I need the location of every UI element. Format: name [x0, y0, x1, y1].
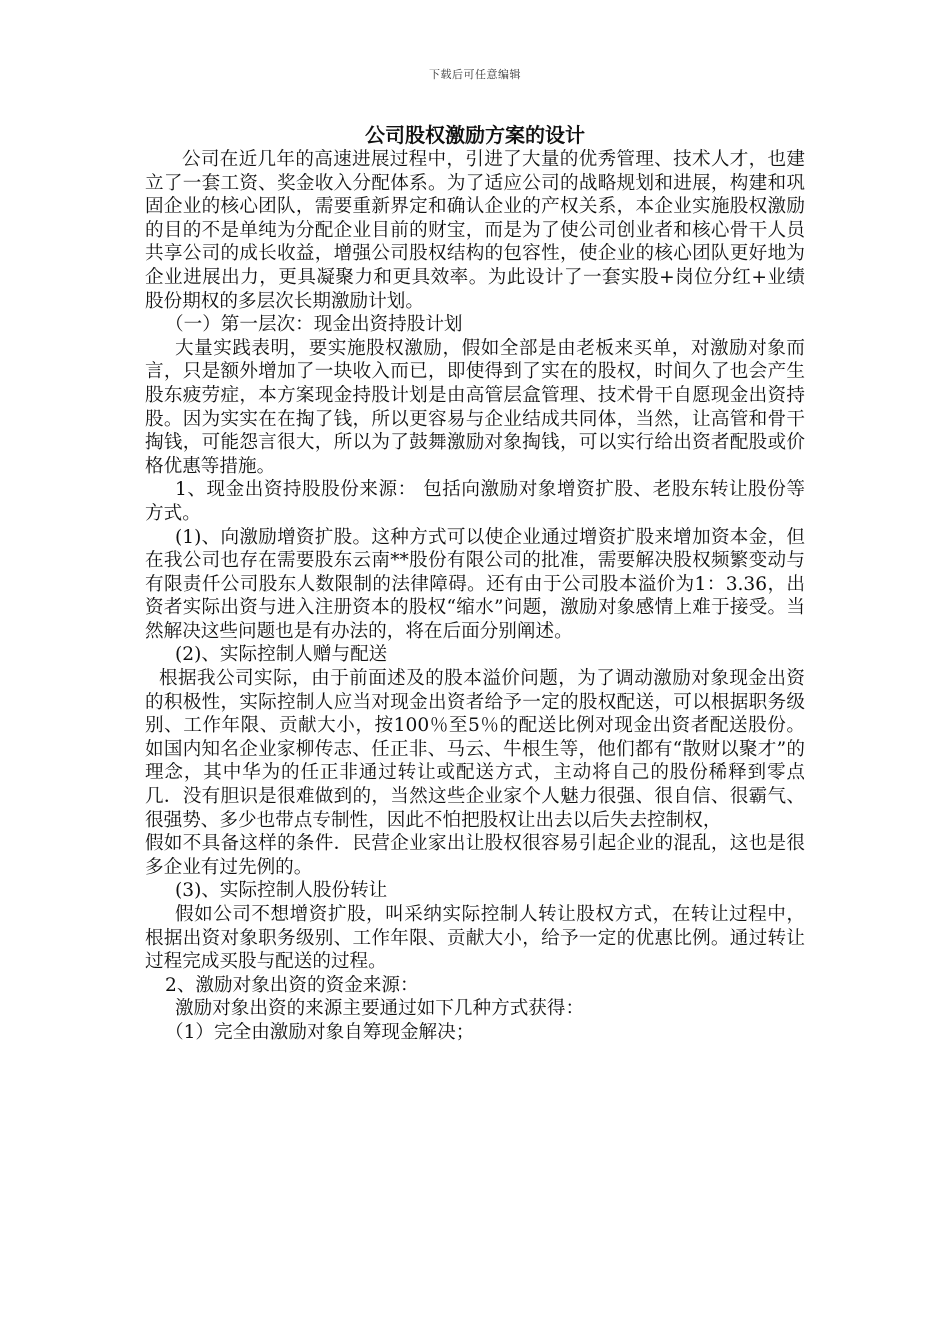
- item2-paragraph: 激励对象出资的来源主要通过如下几种方式获得：: [175, 998, 585, 1020]
- item1-1-paragraph: (1)、向激励增资扩股。这种方式可以使企业通过增资扩股来增加资本金，但在我公司也存在需要股东云南**股份有限公司的批准，需要解决股权频繁变动与有限责仟公司股东人数限制的法律障碍。还有由于公司股本溢价为1：3.36，出资者实际出资与进入注册资本的股权“缩水”问题，激励对象感情上难于接受。当然解决这些问题也是有办法的，将在后面分别阐述。: [145, 526, 805, 642]
- item1-2-heading: (2)、实际控制人赠与配送: [175, 644, 388, 666]
- item1-3-heading: (3)、实际控制人股份转让: [175, 880, 388, 902]
- item1-paragraph: 1、现金出资持股股份来源： 包括向激励对象增资扩股、老股东转让股份等方式。: [145, 479, 805, 524]
- document-body: [145, 122, 805, 1045]
- header-note: 下载后可任意编辑: [429, 68, 521, 81]
- section1-heading: （一）第一层次：现金出资持股计划: [165, 314, 463, 336]
- item2-heading: 2、激励对象出资的资金来源：: [165, 974, 419, 996]
- item1-2-paragraph: 根据我公司实际，由于前面述及的股本溢价问题，为了调动激励对象现金出资的积极性，实际控制人应当对现金出资者给予一定的股权配送，可以根据职务级别、工作年限、贡献大小，按100％至5％的配送比例对现金出资者配送股份。如国内知名企业家柳传志、任正非、马云、牛根生等，他们都有“散财以聚才”的理念，其中华为的任正非通过转让或配送方式，主动将自己的股份稀释到零点几．没有胆识是很难做到的，当然这些企业家个人魅力很强、很自信、很霸气、很强势、多少也带点专制性，因此不怕把股权让出去以后失去控制权，: [145, 668, 805, 831]
- document-title: 公司股权激励方案的设计: [365, 123, 585, 147]
- item1-2-paragraph-continued: 假如不具备这样的条件．民营企业家出让股权很容易引起企业的混乱，这也是很多企业有过先例的。: [145, 833, 805, 878]
- item2-1-paragraph: （1）完全由激励对象自筹现金解决；: [165, 1021, 475, 1043]
- item1-3-paragraph: 假如公司不想增资扩股，叫采纳实际控制人转让股权方式，在转让过程中，根据出资对象职务级别、工作年限、贡献大小，给予一定的优惠比例。通过转让过程完成买股与配送的过程。: [145, 904, 805, 973]
- section1-paragraph: 大量实践表明，要实施股权激励，假如全部是由老板来买单，对激励对象而言，只是额外增加了一块收入而已，即使得到了实在的股权，时间久了也会产生股东疲劳症，本方案现金持股计划是由高管层盒管理、技术骨干自愿现金出资持股。因为实实在在掏了钱，所以更容易与企业结成共同体，当然，让高管和骨干掏钱，可能怨言很大，所以为了鼓舞激励对象掏钱，可以实行给出资者配股或价格优惠等措施。: [145, 337, 805, 477]
- intro-paragraph: 公司在近几年的高速进展过程中，引进了大量的优秀管理、技术人才，也建立了一套工资、奖金收入分配体系。为了适应公司的战略规划和进展，构建和巩固企业的核心团队，需要重新界定和确认企业的产权关系，本企业实施股权激励的目的不是单纯为分配企业目前的财宝，而是为了使公司创业者和核心骨干人员共享公司的成长收益，增强公司股权结构的包容性，使企业的核心团队更好地为企业进展出力，更具凝聚力和更具效率。为此设计了一套实股+岗位分红+业绩股份期权的多层次长期激励计划。: [145, 149, 805, 312]
